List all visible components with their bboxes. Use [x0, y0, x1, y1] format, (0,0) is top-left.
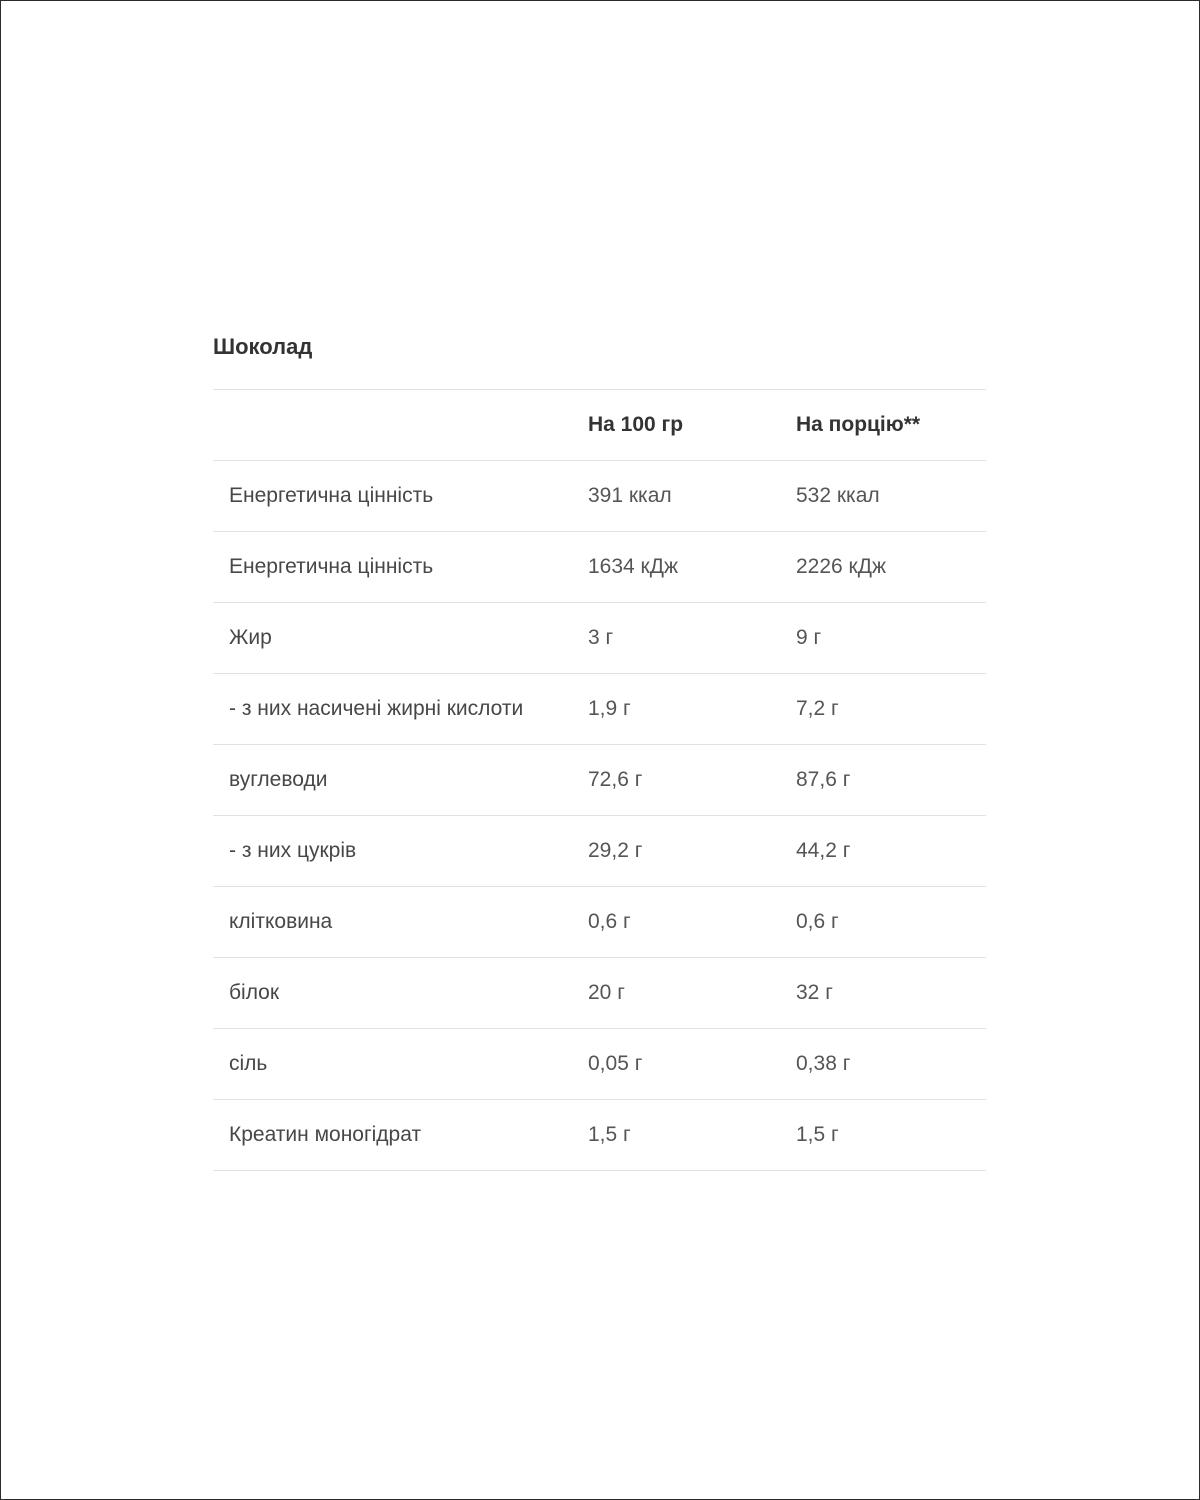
table-row	[213, 532, 986, 603]
nutrient-name: - з них цукрів	[213, 816, 588, 887]
table-row	[213, 1100, 986, 1171]
nutrient-name: вуглеводи	[213, 745, 588, 816]
nutrient-name: Жир	[213, 603, 588, 674]
value-per-100g: 0,6 г	[588, 887, 796, 958]
value-per-serving: 0,38 г	[796, 1029, 986, 1100]
nutrient-name: клітковина	[213, 887, 588, 958]
value-per-100g: 391 ккал	[588, 461, 796, 532]
value-per-serving: 44,2 г	[796, 816, 986, 887]
table-row	[213, 603, 986, 674]
table-row	[213, 745, 986, 816]
value-per-100g: 1634 кДж	[588, 532, 796, 603]
nutrient-name: - з них насичені жирні кислоти	[213, 674, 588, 745]
value-per-serving: 0,6 г	[796, 887, 986, 958]
value-per-100g: 20 г	[588, 958, 796, 1029]
value-per-100g: 1,5 г	[588, 1100, 796, 1171]
value-per-100g: 1,9 г	[588, 674, 796, 745]
table-header-row	[213, 390, 986, 461]
value-per-serving: 532 ккал	[796, 461, 986, 532]
table-row	[213, 674, 986, 745]
table-row	[213, 816, 986, 887]
value-per-100g: 3 г	[588, 603, 796, 674]
table-row	[213, 887, 986, 958]
table-row	[213, 1029, 986, 1100]
header-per-100g: На 100 гр	[588, 390, 796, 461]
value-per-serving: 32 г	[796, 958, 986, 1029]
nutrient-name: Креатин моногідрат	[213, 1100, 588, 1171]
table-row	[213, 461, 986, 532]
table-row	[213, 958, 986, 1029]
value-per-serving: 87,6 г	[796, 745, 986, 816]
value-per-100g: 0,05 г	[588, 1029, 796, 1100]
value-per-serving: 7,2 г	[796, 674, 986, 745]
nutrition-section	[213, 325, 986, 1171]
value-per-serving: 2226 кДж	[796, 532, 986, 603]
value-per-100g: 72,6 г	[588, 745, 796, 816]
nutrient-name: білок	[213, 958, 588, 1029]
header-nutrient	[213, 390, 588, 461]
header-per-serving: На порцію**	[796, 390, 986, 461]
value-per-serving: 1,5 г	[796, 1100, 986, 1171]
nutrient-name: Енергетична цінність	[213, 461, 588, 532]
value-per-serving: 9 г	[796, 603, 986, 674]
nutrition-table	[213, 389, 986, 1171]
nutrient-name: Енергетична цінність	[213, 532, 588, 603]
value-per-100g: 29,2 г	[588, 816, 796, 887]
nutrient-name: сіль	[213, 1029, 588, 1100]
section-title: Шоколад	[213, 334, 313, 359]
